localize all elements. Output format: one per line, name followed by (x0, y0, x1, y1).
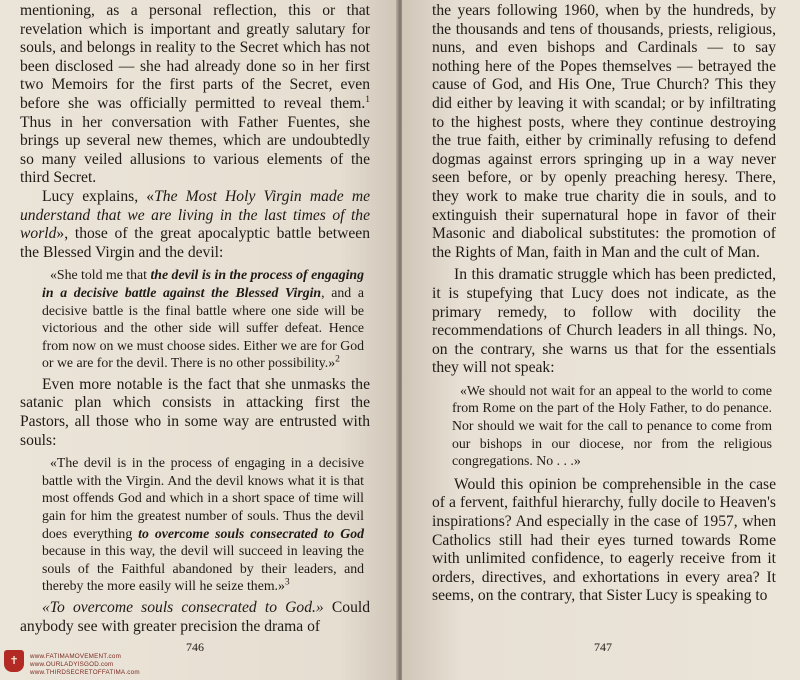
left-page (0, 0, 398, 680)
watermark-url: www.FATIMAMOVEMENT.com (30, 653, 122, 660)
paragraph: Lucy explains, «The Most Holy Virgin made me understand that we are living in the last times of the world», those of the great apocalyptic battle between the Blessed Virgin and the devil: (20, 187, 371, 261)
paragraph: Even more notable is the fact that she unmasks the satanic plan which consists in attacking first the Pastors, all those who in some way are entrusted with souls: (20, 375, 370, 449)
block-quote: «The devil is in the process of engaging in a decisive battle with the Virgin. And the devil knows what it is that most offends God and which in a short space of time will gain for him the greatest number of souls. Thus the devil does everything to overcome souls consecrated to God because in this way, the devil will succeed in leaving the souls of the Faithful abandoned by their leaders, and thereby the more easily will he seize them.»$^3$ (42, 455, 364, 594)
watermark-urls (30, 653, 140, 677)
page-number: 746 (186, 640, 204, 654)
page-number: 747 (594, 640, 612, 654)
seal-icon: ✝ (4, 650, 24, 672)
paragraph: mentioning, as a personal reflection, this or that revelation which is important and greatly salutary for souls, and belongs in reality to the Secret which has not been disclosed — she had already done so in her first two Memoirs for the first parts of the Secret, even before she was officially permitted to reveal them.$^1$ Thus in her conversation with Father Fuentes, she brings up several new themes, which are undoubtedly so many veiled allusions to various elements of the third Secret. (20, 2, 370, 187)
paragraph: In this dramatic struggle which has been predicted, it is stupefying that Lucy does not indicate, as the primary remedy, to follow with docility the recommendations of Church leaders in all things. No, on the contrary, she warns us that for the essentials they will not speak: (432, 266, 776, 377)
right-page-text (432, 2, 776, 606)
left-page-text (20, 2, 370, 636)
paragraph: the years following 1960, when by the hundreds, by the thousands and tens of thousands, priests, religious, nuns, and even bishops and Cardinals — to say nothing here of the Popes themselves — betrayed the cause of God, and His One, True Church? This they did either by leaving it with scandal; or by infiltrating to the highest posts, where they continue destroying the true faith, either by criminally refusing to defend dogmas against errors springing up in a way never seen before, or by openly preaching heresy. There, they work to make true charity die in souls, and to extinguish their supernatural hope in favor of their Masonic and diabolical substitutes: the promotion of the Rights of Man, faith in Man and the cult of Man. (432, 2, 776, 261)
block-quote: «We should not wait for an appeal to the world to come from Rome on the part of the Holy Father, to do penance. Nor should we wait for the call to penance to come from our bishops in our diocese, nor from the religious congregations. No . . .» (452, 382, 772, 469)
paragraph: Would this opinion be comprehensible in the case of a fervent, faithful hierarchy, fully docile to Heaven's inspirations? And especially in the case of 1957, when Catholics still had their eyes turned towards Rome with unlimited confidence, to eagerly receive from it orders, directives, and exhortations in every area? It seems, on the contrary, that Sister Lucy is speaking to (432, 475, 776, 605)
footnote-marker: 1 (365, 94, 370, 105)
block-quote: «She told me that the devil is in the process of engaging in a decisive battle against the Blessed Virgin, and a decisive battle is the final battle where one side will be victorious and the other side will suffer defeat. Hence from now on we must choose sides. Either we are for God or we are for the devil. There is no other possibility.»$^2$ (42, 267, 365, 371)
footnote-marker: 2 (335, 354, 340, 365)
watermark-url: www.OURLADYISGOD.com (30, 661, 114, 668)
footnote-marker: 3 (284, 577, 290, 588)
paragraph: «To overcome souls consecrated to God.» Could anybody see with greater precision the drama of (20, 599, 370, 635)
watermark-url: www.THIRDSECRETOFFATIMA.com (30, 669, 140, 676)
right-page (402, 0, 800, 680)
